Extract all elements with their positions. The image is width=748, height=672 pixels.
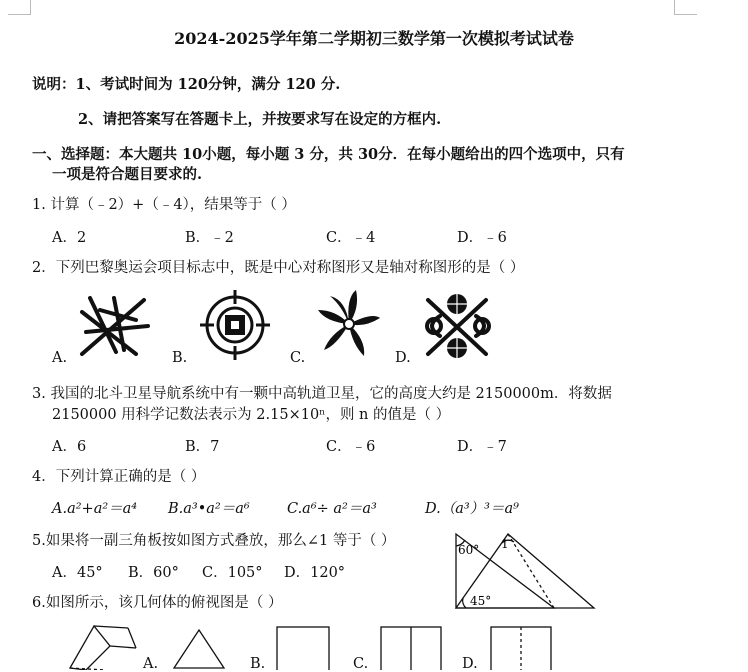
question-5-stem: 5.如果将一副三角板按如图方式叠放，那么∠1 等于（ ） bbox=[32, 533, 396, 549]
question-2-stem: 2．下列巴黎奥运会项目标志中，既是中心对称图形又是轴对称图形的是（ ） bbox=[32, 260, 525, 276]
q1-option-c[interactable]: C．﹣4 bbox=[326, 230, 376, 246]
q3-option-a[interactable]: A．6 bbox=[52, 439, 87, 455]
q5-option-d[interactable]: D．120° bbox=[284, 565, 346, 581]
q2-option-d[interactable]: D. bbox=[395, 350, 411, 366]
q5-option-c[interactable]: C．105° bbox=[202, 565, 263, 581]
q1-option-a[interactable]: A．2 bbox=[52, 230, 87, 246]
olympic-logo-c bbox=[316, 288, 382, 360]
section-heading-line-2: 一项是符合题目要求的. bbox=[52, 166, 203, 183]
q6-option-c[interactable]: C. bbox=[353, 656, 369, 672]
q6-option-c-rect-solid-line[interactable] bbox=[380, 626, 442, 670]
question-3-line-2: 2150000 用科学记数法表示为 2.15×10ⁿ，则 n 的值是（ ） bbox=[52, 407, 451, 423]
q4-option-d[interactable]: D.（a³）³＝a⁹ bbox=[425, 501, 519, 517]
q5-triangle-figure bbox=[450, 526, 600, 610]
q4-option-b[interactable]: B.a³•a²＝a⁶ bbox=[168, 501, 250, 517]
question-6-stem: 6.如图所示，该几何体的俯视图是（ ） bbox=[32, 595, 283, 611]
olympic-logo-b bbox=[200, 290, 270, 360]
q6-solid-figure bbox=[66, 624, 138, 670]
page-title: 2024-2025学年第二学期初三数学第一次模拟考试试卷 bbox=[174, 29, 574, 48]
instructions-label: 说明： bbox=[32, 76, 76, 93]
q3-option-c[interactable]: C．﹣6 bbox=[326, 439, 376, 455]
page-corner-top-left bbox=[8, 0, 31, 15]
q5-option-b[interactable]: B．60° bbox=[128, 565, 179, 581]
q6-option-b[interactable]: B. bbox=[250, 656, 266, 672]
q5-option-a[interactable]: A．45° bbox=[52, 565, 103, 581]
q6-option-b-square[interactable] bbox=[276, 626, 330, 670]
q4-option-c[interactable]: C.a⁶÷ a²＝a³ bbox=[287, 501, 377, 517]
olympic-logo-a bbox=[76, 292, 152, 360]
q6-option-d-rect-dashed-line[interactable] bbox=[490, 626, 552, 670]
question-1-stem: 1. 计算（﹣2）+（﹣4），结果等于（ ） bbox=[32, 197, 296, 213]
instructions-line-2: 2、请把答案写在答题卡上，并按要求写在设定的方框内. bbox=[78, 111, 442, 128]
q5-angle-1-label: 1 bbox=[501, 537, 509, 551]
q1-option-d[interactable]: D．﹣6 bbox=[457, 230, 507, 246]
section-heading-line-1: 一、选择题：本大题共 10小题，每小题 3 分，共 30分．在每小题给出的四个选项中，只有 bbox=[32, 146, 625, 163]
q1-option-b[interactable]: B．﹣2 bbox=[185, 230, 234, 246]
q2-option-a[interactable]: A. bbox=[52, 350, 68, 366]
q3-option-d[interactable]: D．﹣7 bbox=[457, 439, 507, 455]
q3-option-b[interactable]: B．7 bbox=[185, 439, 220, 455]
olympic-logo-d bbox=[420, 290, 496, 362]
page-corner-top-right bbox=[674, 0, 697, 15]
q6-option-d[interactable]: D. bbox=[462, 656, 478, 672]
instructions-text-1: 1、考试时间为 120分钟，满分 120 分. bbox=[75, 76, 341, 93]
q6-option-a[interactable]: A. bbox=[143, 656, 159, 672]
instructions-line-1 bbox=[32, 73, 340, 94]
q2-option-c[interactable]: C. bbox=[290, 350, 306, 366]
q2-option-b[interactable]: B. bbox=[172, 350, 188, 366]
q5-angle-60-label: 60° bbox=[458, 543, 480, 557]
q4-option-a[interactable]: A.a²+a²＝a⁴ bbox=[52, 501, 138, 517]
q5-angle-45-label: 45° bbox=[470, 594, 492, 608]
question-3-line-1: 3. 我国的北斗卫星导航系统中有一颗中高轨道卫星，它的高度大约是 2150000m．将数据 bbox=[32, 386, 612, 402]
question-4-stem: 4．下列计算正确的是（ ） bbox=[32, 469, 206, 485]
q6-option-a-triangle[interactable] bbox=[172, 628, 226, 670]
